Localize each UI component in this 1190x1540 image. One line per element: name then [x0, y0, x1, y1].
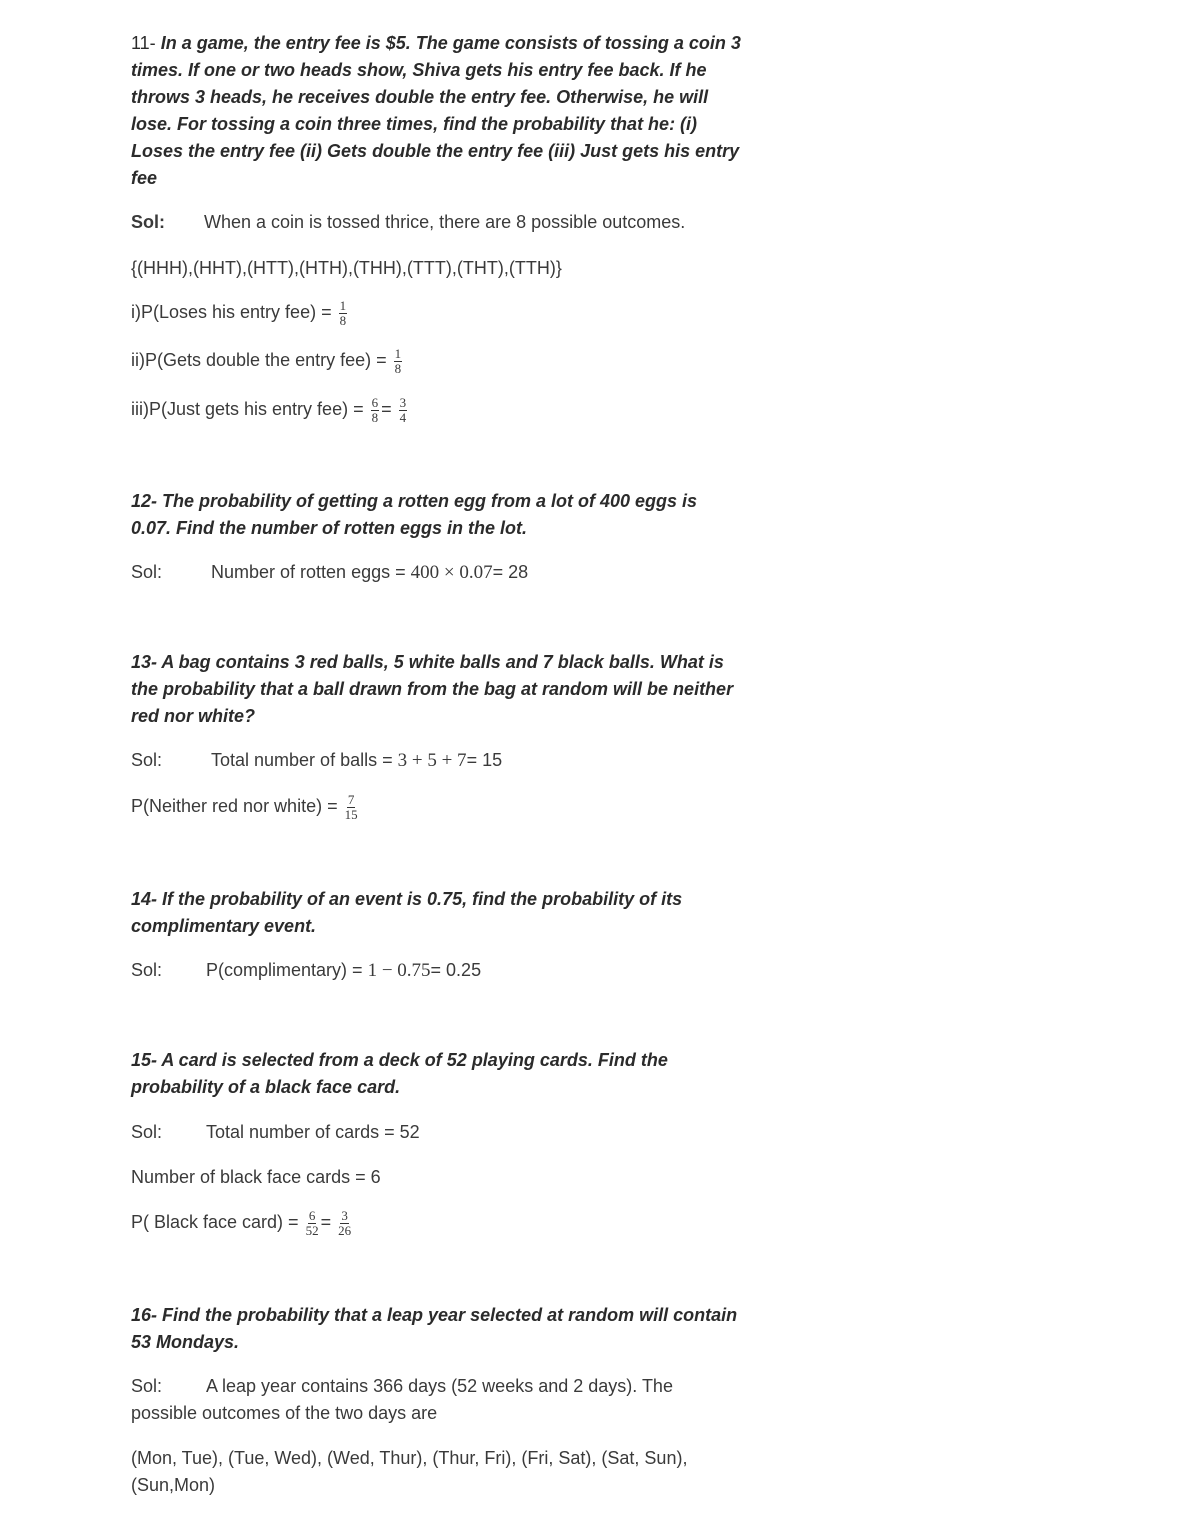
q11-part-iii-label: iii)P(Just gets his entry fee) =: [131, 399, 364, 419]
q11-part-iii-fraction-1: $\frac{6}{8}$: [371, 394, 379, 425]
q15-black-face-count: Number of black face cards = 6: [131, 1167, 381, 1187]
q16-day-pairs: (Mon, Tue), (Tue, Wed), (Wed, Thur), (Thur, Fri), (Fri, Sat), (Sat, Sun), (Sun,Mon): [131, 1448, 688, 1495]
question-12: 12- The probability of getting a rotten egg from a lot of 400 eggs is 0.07. Find the number of rotten eggs in the lot.: [131, 491, 698, 538]
q11-solution-intro: [131, 209, 685, 236]
q14-solution: [131, 957, 481, 984]
q14-sol-text: P(complimentary) =: [206, 960, 363, 980]
q13-solution: [131, 747, 502, 774]
q13-probability-label: P(Neither red nor white) =: [131, 796, 338, 816]
question-14: 14- If the probability of an event is 0.75, find the probability of its complimentary event.: [131, 889, 683, 936]
question-13: 13- A bag contains 3 red balls, 5 white balls and 7 black balls. What is the probability that a ball drawn from the bag at random will be neither red nor white?: [131, 652, 734, 726]
q15-sol-text: Total number of cards = 52: [206, 1122, 420, 1142]
q11-part-ii-label: ii)P(Gets double the entry fee) =: [131, 350, 387, 370]
q15-probability-fraction-1: $\frac{6}{52}$: [305, 1207, 319, 1238]
q14-sol-label: Sol:: [131, 960, 163, 980]
question-11: [131, 30, 741, 192]
question-16: 16- Find the probability that a leap year selected at random will contain 53 Mondays.: [131, 1305, 738, 1352]
q13-sol-text: Total number of balls =: [211, 750, 393, 770]
q12-result: = 28: [492, 562, 529, 582]
q11-part-ii: [131, 347, 404, 375]
q11-sol-label: Sol:: [131, 212, 165, 232]
question-11-number: 11-: [131, 33, 156, 53]
q14-result: = 0.25: [430, 960, 482, 980]
q15-probability-fraction-2: $\frac{3}{26}$: [338, 1207, 352, 1238]
q13-probability-fraction: $\frac{7}{15}$: [344, 791, 358, 822]
q11-part-iii: [131, 396, 409, 424]
q16-sol-label: Sol:: [131, 1376, 163, 1396]
q15-solution: [131, 1119, 420, 1146]
q11-part-ii-fraction: $\frac{1}{8}$: [394, 345, 402, 376]
q13-probability: [131, 793, 360, 821]
q11-part-iii-equals: =: [381, 399, 392, 419]
q12-solution: [131, 559, 528, 586]
q15-probability-equals: =: [320, 1212, 332, 1232]
q16-solution: [131, 1373, 731, 1427]
q14-expression: 1 − 0.75: [367, 960, 431, 981]
q12-expression: 400 × 0.07: [410, 562, 493, 583]
q11-outcomes: {(HHH),(HHT),(HTT),(HTH),(THH),(TTT),(THT),(TTH)}: [131, 258, 562, 278]
q12-sol-text: Number of rotten eggs =: [211, 562, 406, 582]
q11-part-i-label: i)P(Loses his entry fee) =: [131, 302, 332, 322]
q11-part-iii-fraction-2: $\frac{3}{4}$: [399, 394, 407, 425]
q13-sol-label: Sol:: [131, 750, 163, 770]
question-15: 15- A card is selected from a deck of 52 playing cards. Find the probability of a black face card.: [131, 1050, 668, 1097]
q15-probability-label: P( Black face card) =: [131, 1212, 299, 1232]
q11-sol-text: When a coin is tossed thrice, there are 8 possible outcomes.: [204, 212, 686, 232]
q12-sol-label: Sol:: [131, 562, 163, 582]
q13-expression: 3 + 5 + 7: [397, 750, 467, 771]
q11-part-i: [131, 299, 349, 327]
q11-part-i-fraction: $\frac{1}{8}$: [339, 297, 347, 328]
q13-result: = 15: [466, 750, 503, 770]
q15-sol-label: Sol:: [131, 1122, 163, 1142]
question-11-text: In a game, the entry fee is $5. The game consists of tossing a coin 3 times. If one or two heads show, Shiva gets his entry fee back. If he throws 3 heads, he receives double the entry fee. Otherwise, he will lose. For tossing a coin three times, find the probability that he: (i) Loses the entry fee (ii) Gets double the entry fee (iii) Just gets his entry fee: [131, 33, 741, 188]
q15-probability: [131, 1209, 353, 1237]
q16-sol-text: A leap year contains 366 days (52 weeks and 2 days). The possible outcomes of the two days are: [131, 1376, 673, 1423]
